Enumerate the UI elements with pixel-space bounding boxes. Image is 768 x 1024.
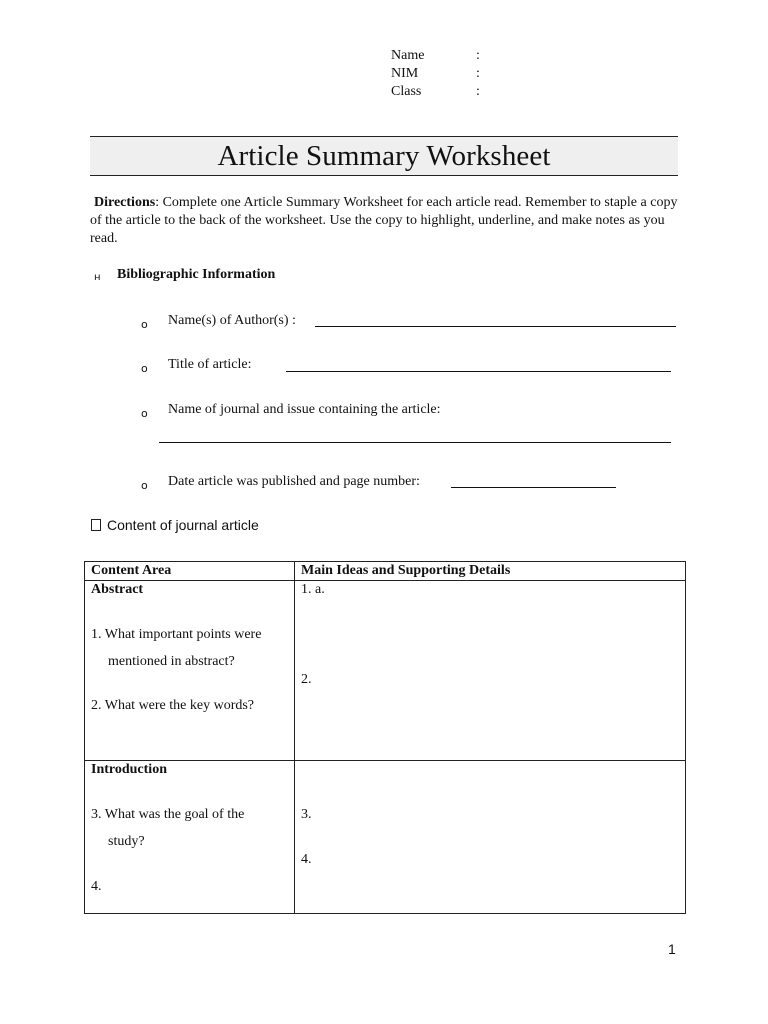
answer-line: 4.: [301, 852, 312, 867]
table-header-row: [85, 562, 686, 581]
author-field-line[interactable]: [315, 326, 676, 327]
bullet-icon: ʜ: [94, 272, 101, 283]
question-line: study?: [108, 834, 145, 849]
directions-lead: Directions: [94, 195, 156, 210]
circle-bullet-icon: o: [141, 407, 148, 420]
answer-line: 3.: [301, 807, 312, 822]
row-label-abstract: Abstract: [91, 582, 144, 597]
page-title: Article Summary Worksheet: [217, 140, 551, 172]
nim-label: NIM: [391, 66, 419, 81]
name-label: Name: [391, 48, 425, 63]
main-ideas-cell[interactable]: [295, 581, 686, 761]
answer-line: 2.: [301, 672, 312, 687]
date-label: Date article was published and page number:: [168, 474, 420, 489]
nim-colon: :: [476, 66, 480, 81]
content-area-cell: [85, 761, 295, 914]
class-label: Class: [391, 84, 422, 99]
question-line: 1. What important points were: [91, 627, 262, 642]
title-band: [90, 136, 678, 176]
table-row: [85, 581, 686, 761]
content-area-cell: [85, 581, 295, 761]
title-field-line[interactable]: [286, 371, 671, 372]
author-label: Name(s) of Author(s) :: [168, 313, 296, 328]
journal-field-line[interactable]: [159, 442, 671, 443]
date-field-line[interactable]: [451, 487, 616, 488]
question-line: mentioned in abstract?: [108, 654, 235, 669]
directions-text: : Complete one Article Summary Worksheet for each article read. Remember to staple a copy of the article to the back of the worksheet. Use the copy to highlight, underline, and make notes as you read.: [90, 195, 678, 246]
circle-bullet-icon: o: [141, 318, 148, 331]
main-ideas-cell[interactable]: [295, 761, 686, 914]
circle-bullet-icon: o: [141, 362, 148, 375]
name-colon: :: [476, 48, 480, 63]
column-header-content-area: Content Area: [85, 562, 295, 581]
question-line: 4.: [91, 879, 102, 894]
question-line: 3. What was the goal of the: [91, 807, 245, 822]
question-line: 2. What were the key words?: [91, 698, 255, 713]
directions-paragraph: [90, 194, 680, 248]
journal-label: Name of journal and issue containing the article:: [168, 402, 441, 417]
content-heading-text: Content of journal article: [107, 517, 259, 533]
circle-bullet-icon: o: [141, 479, 148, 492]
column-header-main-ideas: Main Ideas and Supporting Details: [295, 562, 686, 581]
class-colon: :: [476, 84, 480, 99]
row-label-introduction: Introduction: [91, 762, 167, 777]
page-number: 1: [668, 941, 676, 957]
answer-line: 1. a.: [301, 582, 325, 597]
title-label: Title of article:: [168, 357, 252, 372]
checkbox-icon: [91, 519, 101, 531]
bibliographic-heading: Bibliographic Information: [117, 267, 276, 282]
summary-table: [84, 561, 686, 914]
table-row: [85, 761, 686, 914]
content-heading: [91, 517, 259, 533]
